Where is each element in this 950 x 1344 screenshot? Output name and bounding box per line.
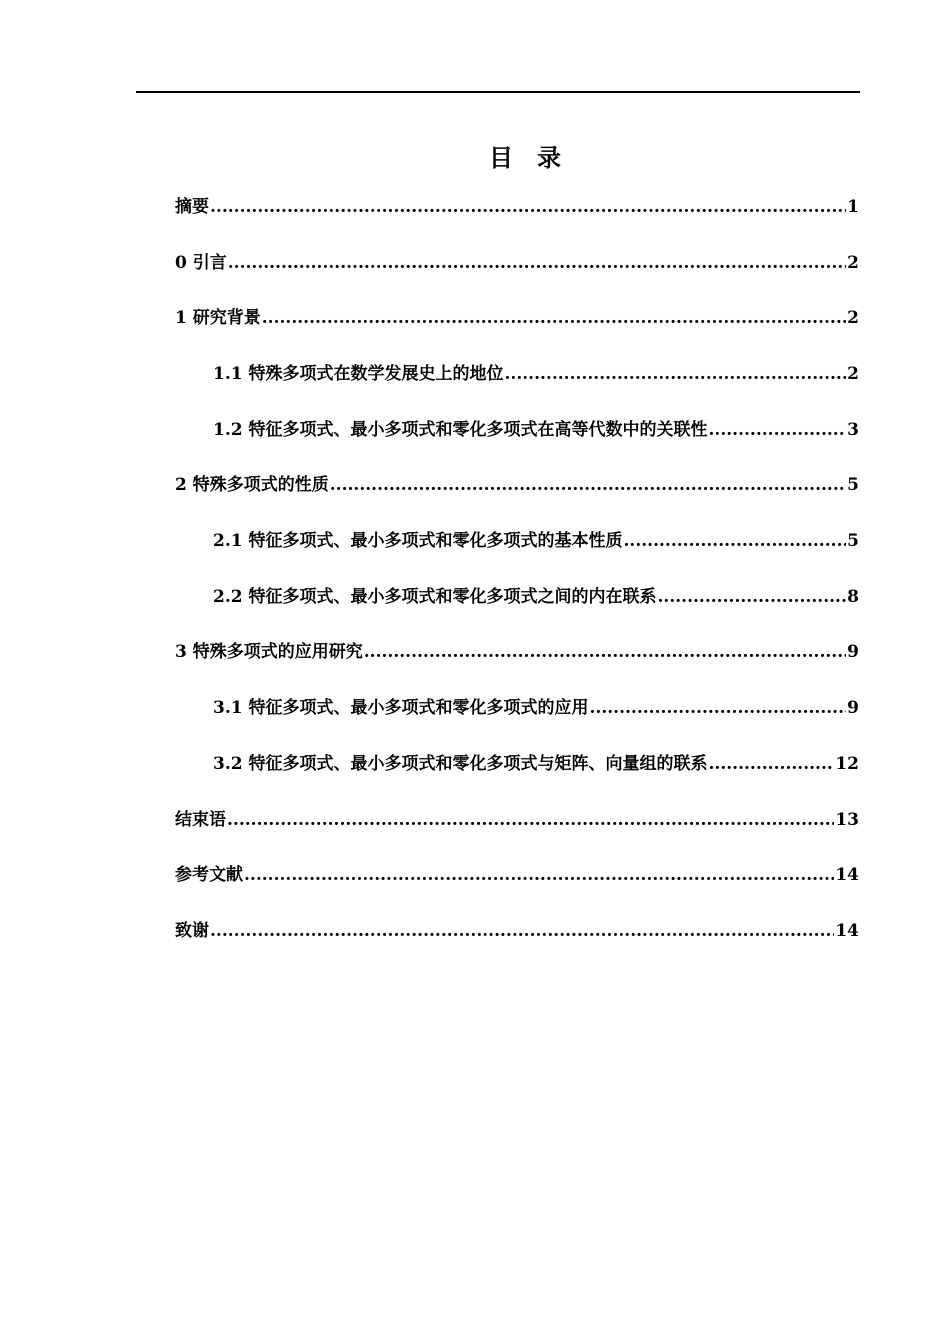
toc-entry-label: 3.1 特征多项式、最小多项式和零化多项式的应用 — [213, 698, 589, 717]
toc-entry-label: 3 特殊多项式的应用研究 — [175, 642, 363, 661]
toc-entry-conclusion[interactable] — [175, 805, 859, 829]
toc-entry-page: 2 — [847, 253, 859, 272]
toc-entry-label: 致谢 — [175, 921, 209, 940]
toc-entry-page: 9 — [847, 698, 859, 717]
toc-entry-label: 结束语 — [175, 810, 226, 829]
toc-leader-dots — [709, 754, 835, 773]
toc-entry-page: 13 — [835, 810, 859, 829]
toc-leader-dots — [210, 921, 834, 940]
toc-entry-page: 12 — [835, 754, 859, 773]
toc-title-char-2: 录 — [537, 143, 561, 172]
toc-entry-page: 5 — [847, 475, 859, 494]
toc-entry-label: 参考文献 — [175, 865, 243, 884]
toc-leader-dots — [505, 364, 847, 383]
toc-entry-section-1[interactable] — [175, 303, 859, 327]
toc-entry-page: 1 — [847, 197, 859, 216]
toc-leader-dots — [330, 475, 846, 494]
toc-entry-label: 1.2 特征多项式、最小多项式和零化多项式在高等代数中的关联性 — [213, 420, 708, 439]
toc-entry-section-2-1[interactable] — [213, 526, 859, 550]
toc-entry-page: 8 — [847, 587, 859, 606]
toc-entry-acknowledgements[interactable] — [175, 916, 859, 940]
toc-entry-page: 14 — [835, 921, 859, 940]
toc-leader-dots — [244, 865, 834, 884]
toc-entry-label: 2.1 特征多项式、最小多项式和零化多项式的基本性质 — [213, 531, 623, 550]
toc-leader-dots — [658, 587, 847, 606]
toc-entry-label: 1.1 特殊多项式在数学发展史上的地位 — [213, 364, 504, 383]
toc-entry-label: 3.2 特征多项式、最小多项式和零化多项式与矩阵、向量组的联系 — [213, 754, 708, 773]
toc-entry-abstract[interactable] — [175, 192, 859, 216]
toc-entry-label: 2 特殊多项式的性质 — [175, 475, 329, 494]
toc-entry-label: 0 引言 — [175, 253, 227, 272]
header-rule — [136, 91, 860, 93]
toc-entry-introduction[interactable] — [175, 248, 859, 272]
toc-leader-dots — [709, 420, 847, 439]
toc-leader-dots — [590, 698, 847, 717]
toc-leader-dots — [210, 197, 846, 216]
toc-entry-section-2[interactable] — [175, 470, 859, 494]
toc-entry-references[interactable] — [175, 860, 859, 884]
toc-entry-page: 9 — [847, 642, 859, 661]
toc-leader-dots — [624, 531, 847, 550]
toc-title-char-1: 目 — [489, 143, 513, 172]
toc-leader-dots — [364, 642, 846, 661]
toc-entry-section-3[interactable] — [175, 637, 859, 661]
toc-title — [0, 138, 950, 173]
toc-entry-section-2-2[interactable] — [213, 582, 859, 606]
toc-entry-page: 2 — [847, 364, 859, 383]
toc-entry-section-3-1[interactable] — [213, 693, 859, 717]
toc-leader-dots — [227, 810, 834, 829]
toc-entry-page: 2 — [847, 308, 859, 327]
toc-entry-section-3-2[interactable] — [213, 749, 859, 773]
toc-entry-section-1-2[interactable] — [213, 415, 859, 439]
toc-entry-label: 摘要 — [175, 197, 209, 216]
toc-entry-page: 5 — [847, 531, 859, 550]
toc-leader-dots — [228, 253, 846, 272]
toc-entry-page: 14 — [835, 865, 859, 884]
toc-entry-section-1-1[interactable] — [213, 359, 859, 383]
toc-entry-page: 3 — [847, 420, 859, 439]
toc-entry-label: 1 研究背景 — [175, 308, 261, 327]
toc-leader-dots — [262, 308, 846, 327]
toc-entry-label: 2.2 特征多项式、最小多项式和零化多项式之间的内在联系 — [213, 587, 657, 606]
